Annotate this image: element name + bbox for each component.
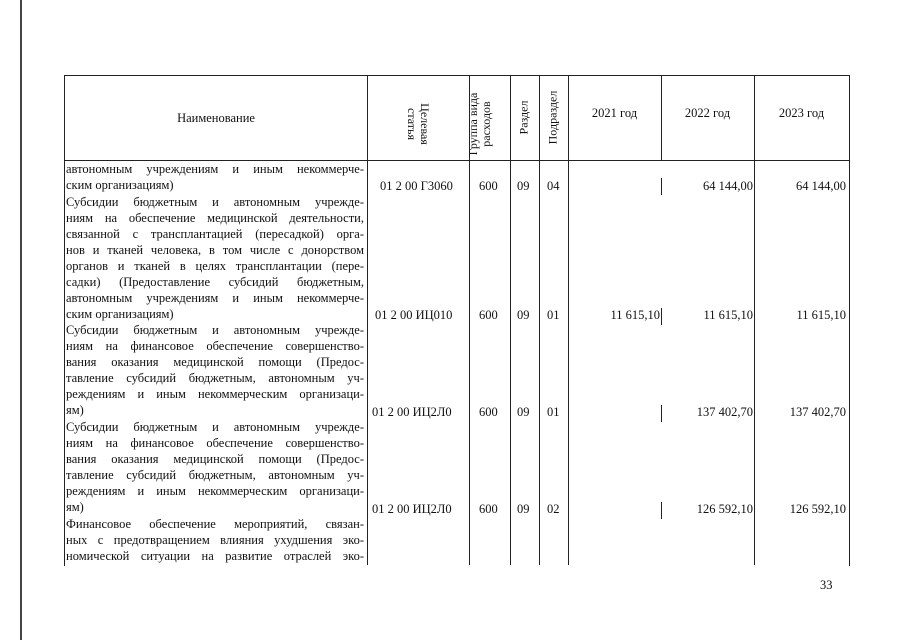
cell-expense-group: 600 (479, 308, 498, 322)
scan-edge (20, 0, 22, 640)
header-expense-group (467, 84, 493, 164)
row-name-line: Субсидии бюджетным и автономным учрежде- (66, 195, 364, 209)
header-name: Наименование (177, 111, 255, 125)
cell-target-code: 01 2 00 ИЦ010 (375, 308, 453, 322)
header-section: Раздел (516, 100, 531, 135)
header-target-article (405, 74, 431, 174)
row-name-line: ных с предотвращением влияния ухудшения эко- (66, 533, 364, 547)
row-name-line: Субсидии бюджетным и автономным учрежде- (66, 323, 364, 337)
cell-subsection: 01 (547, 405, 560, 419)
row-name-line: органов и тканей в целях трансплантации (пере- (66, 259, 364, 273)
cell-section: 09 (517, 405, 530, 419)
row-name-line: ским организациям) (66, 178, 174, 192)
row-name-line: автономным учреждениям и иным некоммерче- (66, 162, 364, 176)
cell-target-code: 01 2 00 Г3060 (380, 179, 453, 193)
cell-target-code: 01 2 00 ИЦ2Л0 (372, 502, 452, 516)
row-name-line: автономным учреждениям и иным некоммерче- (66, 291, 364, 305)
row-name-line: вания оказания медицинской помощи (Предос- (66, 355, 364, 369)
header-target-line1: Целевая (418, 103, 432, 145)
cell-subsection: 01 (547, 308, 560, 322)
cell-2023: 137 402,70 (789, 405, 846, 419)
row-name-line: Субсидии бюджетным и автономным учрежде- (66, 420, 364, 434)
cell-expense-group: 600 (479, 405, 498, 419)
cell-section: 09 (517, 502, 530, 516)
header-subsection: Подраздел (545, 90, 560, 145)
cell-section: 09 (517, 308, 530, 322)
cell-subsection: 04 (547, 179, 560, 193)
col-divider (510, 75, 511, 565)
row-name-line: Финансовое обеспечение мероприятий, связан- (66, 517, 364, 531)
cell-2023: 126 592,10 (789, 502, 846, 516)
cell-2022: 126 592,10 (696, 502, 753, 516)
row-name-line: тавление субсидий бюджетным, автономным уч- (66, 371, 364, 385)
header-2023: 2023 год (778, 106, 825, 120)
col-divider (539, 75, 540, 565)
page-number: 33 (820, 578, 833, 592)
header-group-line1: Группа вида (466, 92, 480, 156)
row-name-line: ским организациям) (66, 307, 174, 321)
cell-section: 09 (517, 179, 530, 193)
row-name-line: ям) (66, 500, 84, 514)
row-name-line: тавление субсидий бюджетным, автономным уч- (66, 468, 364, 482)
row-name-line: реждениям и иным некоммерческим организаци- (66, 484, 364, 498)
cell-2022: 11 615,10 (703, 308, 753, 322)
cell-2022: 64 144,00 (703, 179, 753, 193)
header-group-line2: расходов (479, 101, 493, 147)
row-name-line: ям) (66, 403, 84, 417)
cell-2021: 11 615,10 (610, 308, 660, 322)
cell-expense-group: 600 (479, 502, 498, 516)
row-name-line: реждениям и иным некоммерческим организаци- (66, 387, 364, 401)
cell-target-code: 01 2 00 ИЦ2Л0 (372, 405, 452, 419)
row-name-line: связанной с трансплантацией (пересадкой) орга- (66, 227, 364, 241)
row-name-line: ниям на финансовое обеспечение совершенство- (66, 436, 364, 450)
row-name-line: номической ситуации на развитие отраслей эко- (66, 549, 364, 563)
row-name-line: нов и тканей человека, в том числе с донорством (66, 243, 364, 257)
row-name-line: ниям на финансовое обеспечение совершенство- (66, 339, 364, 353)
row-name-line: вания оказания медицинской помощи (Предос- (66, 452, 364, 466)
col-divider (367, 75, 368, 565)
header-2021: 2021 год (591, 106, 638, 120)
row-name-line: ниям на обеспечение медицинской деятельности, (66, 211, 364, 225)
cell-2023: 11 615,10 (796, 308, 846, 322)
row-name-line: садки) (Предоставление субсидий бюджетным, (66, 275, 364, 289)
cell-subsection: 02 (547, 502, 560, 516)
header-target-line2: статья (405, 108, 419, 140)
cell-2023: 64 144,00 (796, 179, 846, 193)
cell-expense-group: 600 (479, 179, 498, 193)
cell-2022: 137 402,70 (696, 405, 753, 419)
header-2022: 2022 год (684, 106, 731, 120)
